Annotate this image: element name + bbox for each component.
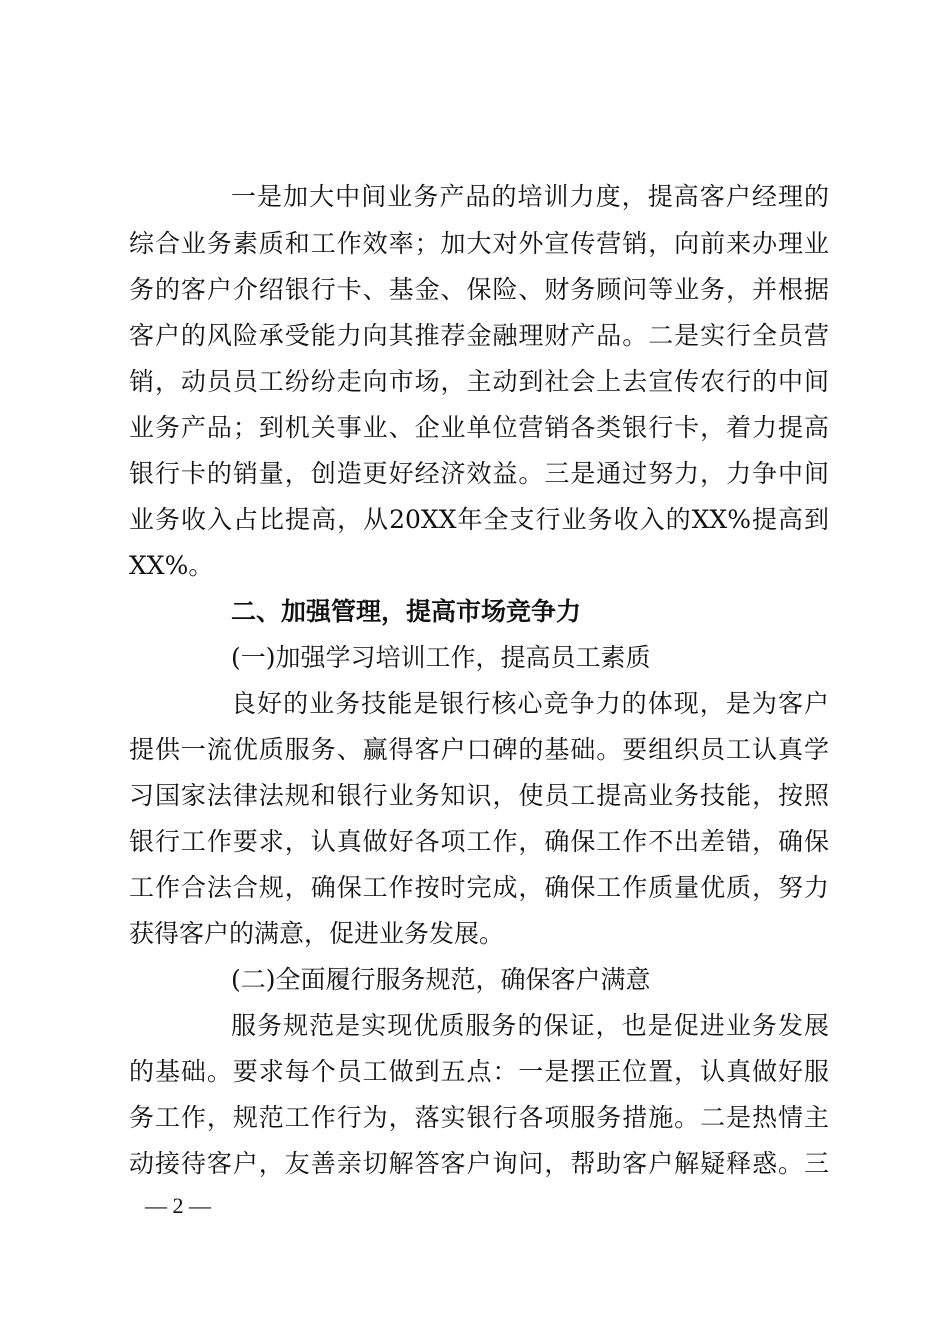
paragraph-line: 良好的业务技能是银行核心竞争力的体现，是为客户 (231, 689, 829, 718)
paragraph-line: 提供一流优质服务、赢得客户口碑的基础。要组织员工认真学 (129, 735, 829, 764)
paragraph-line: 服务规范是实现优质服务的保证，也是促进业务发展 (231, 1011, 829, 1040)
paragraph-line: 客户的风险承受能力向其推荐金融理财产品。二是实行全员营 (129, 321, 829, 350)
paragraph-line: 习国家法律法规和银行业务知识，使员工提高业务技能，按照 (129, 781, 829, 810)
paragraph-line: 务工作，规范工作行为，落实银行各项服务措施。二是热情主 (129, 1103, 829, 1132)
paragraph-line: 工作合法合规，确保工作按时完成，确保工作质量优质，努力 (129, 873, 829, 902)
subsection-heading: (一)加强学习培训工作，提高员工素质 (231, 643, 651, 672)
paragraph-line: 业务收入占比提高，从20XX年全支行业务收入的XX%提高到 (129, 505, 829, 534)
section-heading: 二、加强管理，提高市场竞争力 (231, 597, 582, 626)
paragraph-line: 务的客户介绍银行卡、基金、保险、财务顾问等业务，并根据 (129, 275, 829, 304)
paragraph-line: 动接待客户，友善亲切解答客户询问，帮助客户解疑释惑。三 (129, 1149, 829, 1178)
paragraph-line: 获得客户的满意，促进业务发展。 (129, 919, 505, 948)
paragraph-line: XX%。 (129, 551, 214, 580)
paragraph-line: 的基础。要求每个员工做到五点：一是摆正位置，认真做好服 (129, 1057, 829, 1086)
paragraph-line: 银行工作要求，认真做好各项工作，确保工作不出差错，确保 (129, 827, 829, 856)
paragraph-line: 银行卡的销量，创造更好经济效益。三是通过努力，力争中间 (129, 459, 829, 488)
page-number: — 2 — (145, 1193, 211, 1218)
paragraph-line: 综合业务素质和工作效率；加大对外宣传营销，向前来办理业 (129, 229, 829, 258)
paragraph-line: 业务产品；到机关事业、企业单位营销各类银行卡，着力提高 (129, 413, 829, 442)
paragraph-line: 销，动员员工纷纷走向市场，主动到社会上去宣传农行的中间 (129, 367, 829, 396)
paragraph-line: 一是加大中间业务产品的培训力度，提高客户经理的 (231, 182, 829, 211)
subsection-heading: (二)全面履行服务规范，确保客户满意 (231, 965, 651, 994)
